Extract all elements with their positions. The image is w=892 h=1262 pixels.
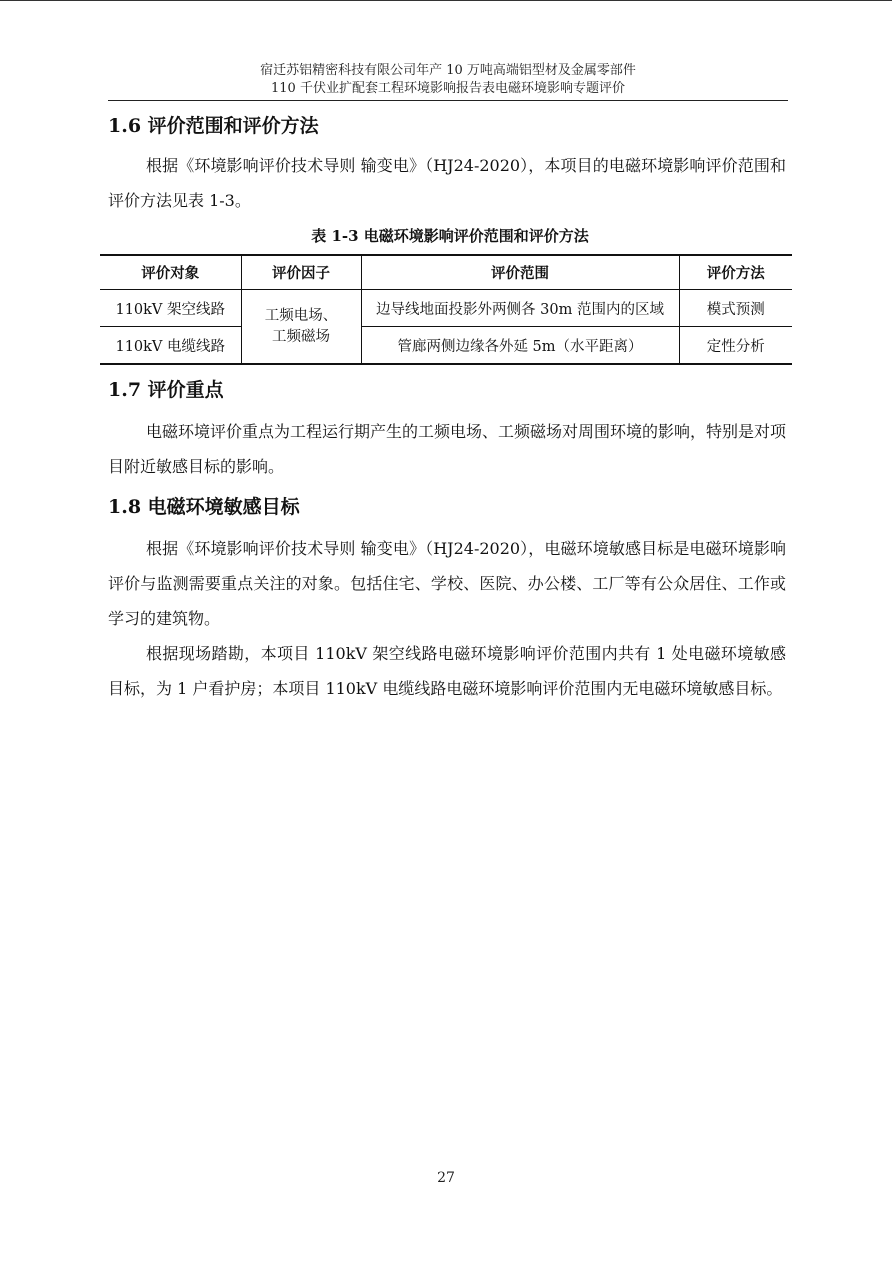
column-header-object: 评价对象	[100, 255, 241, 290]
cell-object: 110kV 架空线路	[100, 290, 241, 327]
header-line-2: 110 千伏业扩配套工程环境影响报告表电磁环境影响专题评价	[271, 81, 625, 96]
evaluation-table	[100, 254, 792, 365]
cell-object: 110kV 电缆线路	[100, 327, 241, 365]
running-header	[108, 62, 788, 98]
paragraph-1-8-b: 根据现场踏勘，本项目 110kV 架空线路电磁环境影响评价范围内共有 1 处电磁环境敏感目标，为 1 户看护房；本项目 110kV 电缆线路电磁环境影响评价范围内无电磁环境敏感目标。	[108, 644, 786, 698]
cell-factor	[241, 290, 361, 365]
cell-range: 边导线地面投影外两侧各 30m 范围内的区域	[361, 290, 679, 327]
page-top-border	[0, 0, 892, 1]
column-header-range: 评价范围	[361, 255, 679, 290]
cell-range: 管廊两侧边缘各外延 5m（水平距离）	[361, 327, 679, 365]
page-number: 27	[437, 1170, 455, 1186]
section-heading-1-6: 1.6 评价范围和评价方法	[108, 115, 319, 137]
header-divider	[108, 100, 788, 101]
column-header-method: 评价方法	[679, 255, 792, 290]
header-line-1: 宿迁苏铝精密科技有限公司年产 10 万吨高端铝型材及金属零部件	[260, 63, 636, 78]
factor-line-2: 工频磁场	[272, 328, 330, 345]
cell-method: 定性分析	[679, 327, 792, 365]
table-caption: 表 1-3 电磁环境影响评价范围和评价方法	[311, 227, 589, 245]
table-header-row	[100, 255, 792, 290]
table-row	[100, 290, 792, 327]
section-heading-1-8: 1.8 电磁环境敏感目标	[108, 496, 300, 518]
section-heading-1-7: 1.7 评价重点	[108, 379, 224, 401]
column-header-factor: 评价因子	[241, 255, 361, 290]
factor-line-1: 工频电场、	[264, 307, 338, 324]
paragraph-1-7: 电磁环境评价重点为工程运行期产生的工频电场、工频磁场对周围环境的影响，特别是对项目附近敏感目标的影响。	[108, 422, 787, 476]
paragraph-1-8-a: 根据《环境影响评价技术导则 输变电》（HJ24-2020），电磁环境敏感目标是电磁环境影响评价与监测需要重点关注的对象。包括住宅、学校、医院、办公楼、工厂等有公众居住、工作或学习的建筑物。	[108, 539, 786, 628]
table-row	[100, 327, 792, 365]
cell-method: 模式预测	[679, 290, 792, 327]
paragraph-1-6: 根据《环境影响评价技术导则 输变电》（HJ24-2020），本项目的电磁环境影响评价范围和评价方法见表 1-3。	[108, 156, 786, 210]
